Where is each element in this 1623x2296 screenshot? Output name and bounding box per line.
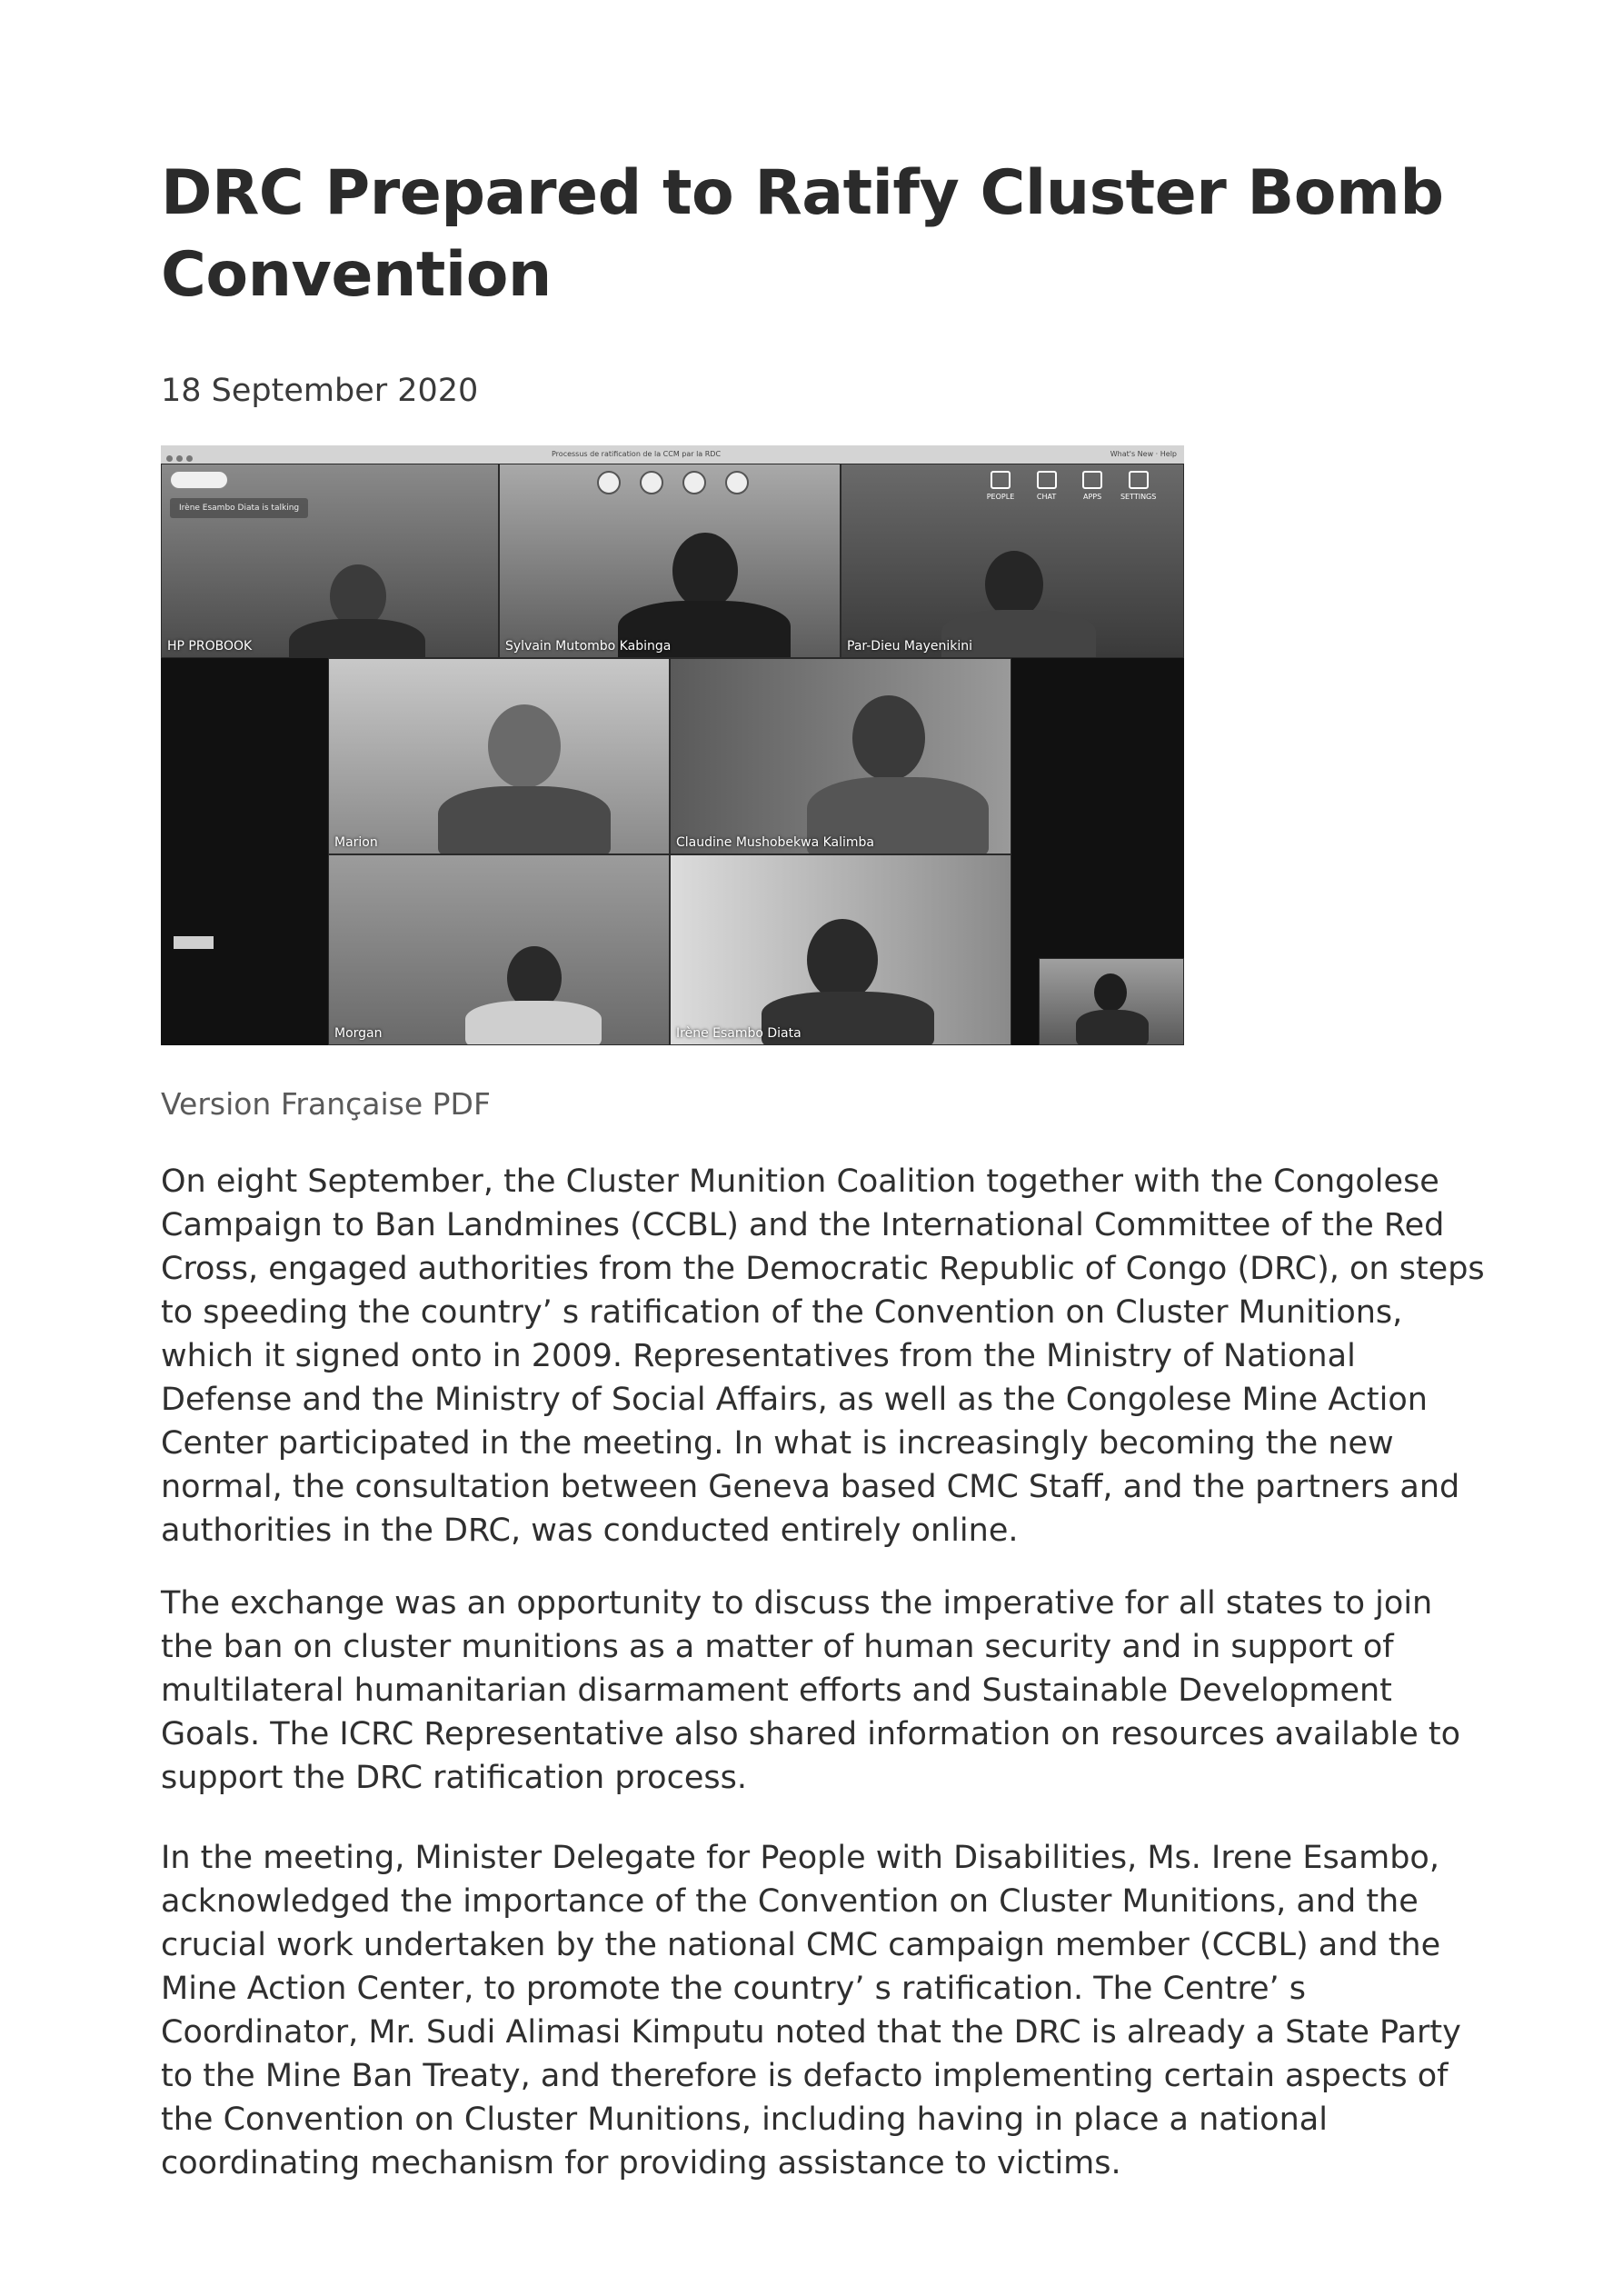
participant-name: Claudine Mushobekwa Kalimba <box>676 835 874 850</box>
people-icon <box>991 471 1011 489</box>
camera-icon[interactable] <box>597 471 621 494</box>
self-view-tile <box>1039 958 1184 1045</box>
participant-tile <box>670 854 1011 1045</box>
paragraph: The exchange was an opportunity to discuss the imperative for all states to join the ban on cluster munitions as a matter of human security and in support of multilateral humanitarian disarmament efforts and Sustainable Development Goals. The ICRC Representative also shared information on resources available to support the DRC ratification process. <box>161 1585 1461 1796</box>
paragraph: In the meeting, Minister Delegate for People with Disabilities, Ms. Irene Esambo, acknowledged the importance of the Convention on Cluster Munitions, and the crucial work undertaken by the national CMC campaign member (CCBL) and the Mine Action Center, to promote the country’ s ratification. The Centre’ s Coordinator, Mr. Sudi Alimasi Kimputu noted that the DRC is already a State Party to the Mine Ban Treaty, and therefore is defacto implementing certain aspects of the Convention on Cluster Munitions, including having in place a national coordinating mechanism for providing assistance to victims. <box>161 1840 1461 2181</box>
image-caption-link[interactable]: Version Française PDF <box>161 1086 491 1122</box>
window-titlebar <box>161 445 1184 464</box>
window-title: Processus de ratification de la CCM par la RDC <box>552 450 722 458</box>
participant-name: Sylvain Mutombo Kabinga <box>505 639 672 654</box>
page-title: DRC Prepared to Ratify Cluster Bomb Convention <box>161 157 1444 311</box>
participant-name: HP PROBOOK <box>167 639 253 654</box>
participant-name: Irène Esambo Diata <box>676 1026 802 1041</box>
hang-up-icon[interactable] <box>725 471 749 494</box>
participant-name: Morgan <box>334 1026 383 1041</box>
paragraph: On eight September, the Cluster Munition Coalition together with the Congolese Campaign to Ban Landmines (CCBL) and the International Committee of the Red Cross, engaged authorities from the Democratic Republic of Congo (DRC), on steps to speeding the country’ s ratification of the Convention on Cluster Munitions, which it signed onto in 2009. Representatives from the Ministry of National Defense and the Ministry of Social Affairs, as well as the Congolese Mine Action Center participated in the meeting. In what is increasingly becoming the new normal, the consultation between Geneva based CMC Staff, and the partners and authorities in the DRC, was conducted entirely online. <box>161 1163 1485 1549</box>
call-controls <box>597 471 763 498</box>
gear-icon <box>1129 471 1149 489</box>
mic-mute-icon[interactable] <box>640 471 663 494</box>
call-toolbar <box>979 471 1160 501</box>
view-layout-icons[interactable] <box>174 936 214 949</box>
article-date: 18 September 2020 <box>161 373 479 409</box>
participant-name: Marion <box>334 835 378 850</box>
window-menu: What's New · Help <box>1110 450 1177 458</box>
people-button[interactable]: PEOPLE <box>979 471 1022 501</box>
apps-button[interactable]: APPS <box>1070 471 1114 501</box>
participant-tile <box>328 658 670 854</box>
participant-tile <box>328 854 670 1045</box>
participant-name: Par-Dieu Mayenikini <box>847 639 972 654</box>
participant-tile <box>161 464 499 658</box>
chat-icon <box>1037 471 1057 489</box>
video-call-screenshot <box>161 445 1184 1045</box>
record-button[interactable] <box>170 471 228 489</box>
talking-indicator: Irène Esambo Diata is talking <box>170 498 308 518</box>
settings-button[interactable]: SETTINGS <box>1117 471 1160 501</box>
participant-tile <box>670 658 1011 854</box>
apps-icon <box>1082 471 1102 489</box>
chat-button[interactable]: CHAT <box>1025 471 1069 501</box>
screen-share-icon[interactable] <box>682 471 706 494</box>
